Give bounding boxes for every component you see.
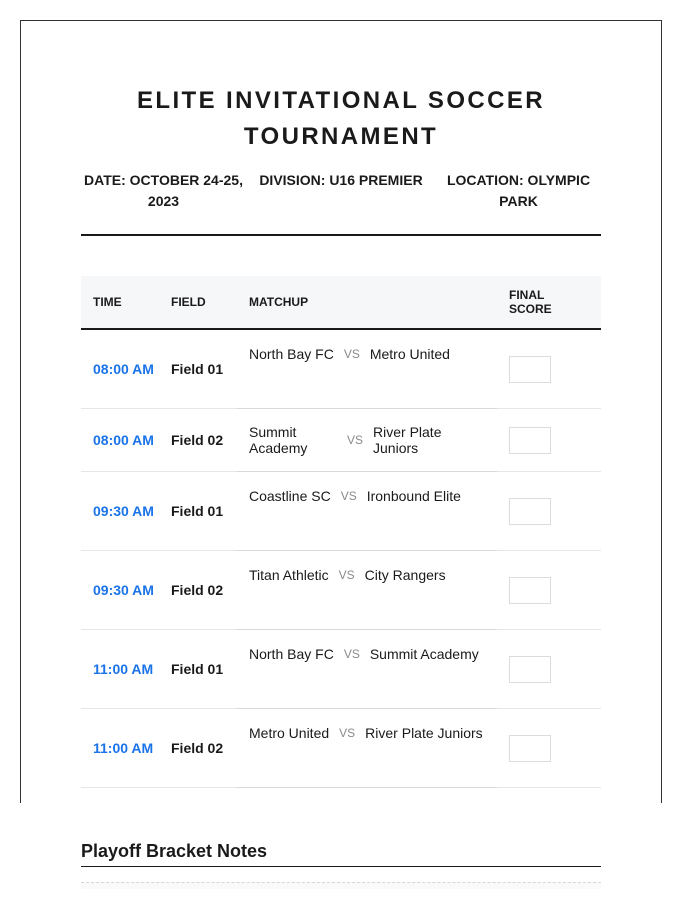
- match-time: 08:00 AM: [81, 329, 159, 409]
- match-field: Field 01: [159, 329, 237, 409]
- home-team: Metro United: [249, 725, 330, 741]
- match-time: 11:00 AM: [81, 709, 159, 788]
- score-cell: [497, 409, 601, 472]
- match-time: 09:30 AM: [81, 472, 159, 551]
- home-team: Coastline SC: [249, 488, 331, 504]
- table-row: [81, 709, 601, 788]
- match-field: Field 02: [159, 551, 237, 630]
- column-header-field: FIELD: [171, 295, 206, 309]
- score-cell: [497, 329, 601, 409]
- event-meta: [81, 170, 601, 236]
- notes-heading: Playoff Bracket Notes: [81, 841, 601, 867]
- match-time: 09:30 AM: [81, 551, 159, 630]
- final-score-input[interactable]: [509, 427, 551, 454]
- table-row: [81, 630, 601, 709]
- away-team: Summit Academy: [369, 646, 479, 662]
- final-score-input[interactable]: [509, 735, 551, 762]
- home-team: North Bay FC: [249, 646, 334, 662]
- away-team: Metro United: [369, 346, 450, 362]
- away-team: River Plate Juniors: [373, 424, 442, 456]
- home-team: Summit Academy: [249, 424, 308, 456]
- match-field: Field 01: [159, 630, 237, 709]
- match-time: 11:00 AM: [81, 630, 159, 709]
- vs-label: VS: [343, 347, 360, 361]
- home-team: Titan Athletic: [249, 567, 329, 583]
- table-row: [81, 329, 601, 409]
- event-division: DIVISION: U16 PREMIER: [259, 172, 423, 188]
- final-score-input[interactable]: [509, 656, 551, 683]
- away-team: City Rangers: [364, 567, 446, 583]
- final-score-input[interactable]: [509, 577, 551, 604]
- tournament-sheet: [20, 20, 662, 861]
- final-score-input[interactable]: [509, 356, 551, 383]
- matchup-cell: [237, 329, 497, 409]
- schedule-table: [81, 276, 601, 788]
- page-title: ELITE INVITATIONAL SOCCER TOURNAMENT: [136, 87, 545, 150]
- table-row: [81, 551, 601, 630]
- column-header-time: TIME: [93, 295, 122, 309]
- score-cell: [497, 551, 601, 630]
- score-cell: [497, 472, 601, 551]
- home-team: North Bay FC: [249, 346, 334, 362]
- away-team: River Plate Juniors: [365, 725, 483, 741]
- vs-label: VS: [340, 489, 357, 503]
- away-team: Ironbound Elite: [366, 488, 461, 504]
- matchup-cell: [237, 551, 497, 630]
- matchup-cell: [237, 709, 497, 788]
- event-date: DATE: OCTOBER 24-25, 2023: [84, 172, 243, 209]
- vs-label: VS: [343, 647, 360, 661]
- event-location: LOCATION: OLYMPIC PARK: [446, 172, 591, 209]
- sheet-content: [81, 21, 601, 889]
- vs-label: VS: [339, 726, 356, 740]
- vs-label: VS: [347, 433, 364, 447]
- matchup-cell: [237, 409, 497, 472]
- score-cell: [497, 630, 601, 709]
- schedule-header-row: [81, 276, 601, 329]
- match-field: Field 01: [159, 472, 237, 551]
- final-score-input[interactable]: [509, 498, 551, 525]
- matchup-cell: [237, 630, 497, 709]
- matchup-cell: [237, 472, 497, 551]
- notes-area[interactable]: [81, 882, 601, 889]
- column-header-matchup: MATCHUP: [249, 295, 309, 309]
- table-row: [81, 409, 601, 472]
- vs-label: VS: [338, 568, 355, 582]
- column-header-final-score: FINAL SCORE: [509, 288, 552, 316]
- score-cell: [497, 709, 601, 788]
- table-row: [81, 472, 601, 551]
- match-field: Field 02: [159, 709, 237, 788]
- match-field: Field 02: [159, 409, 237, 472]
- match-time: 08:00 AM: [81, 409, 159, 472]
